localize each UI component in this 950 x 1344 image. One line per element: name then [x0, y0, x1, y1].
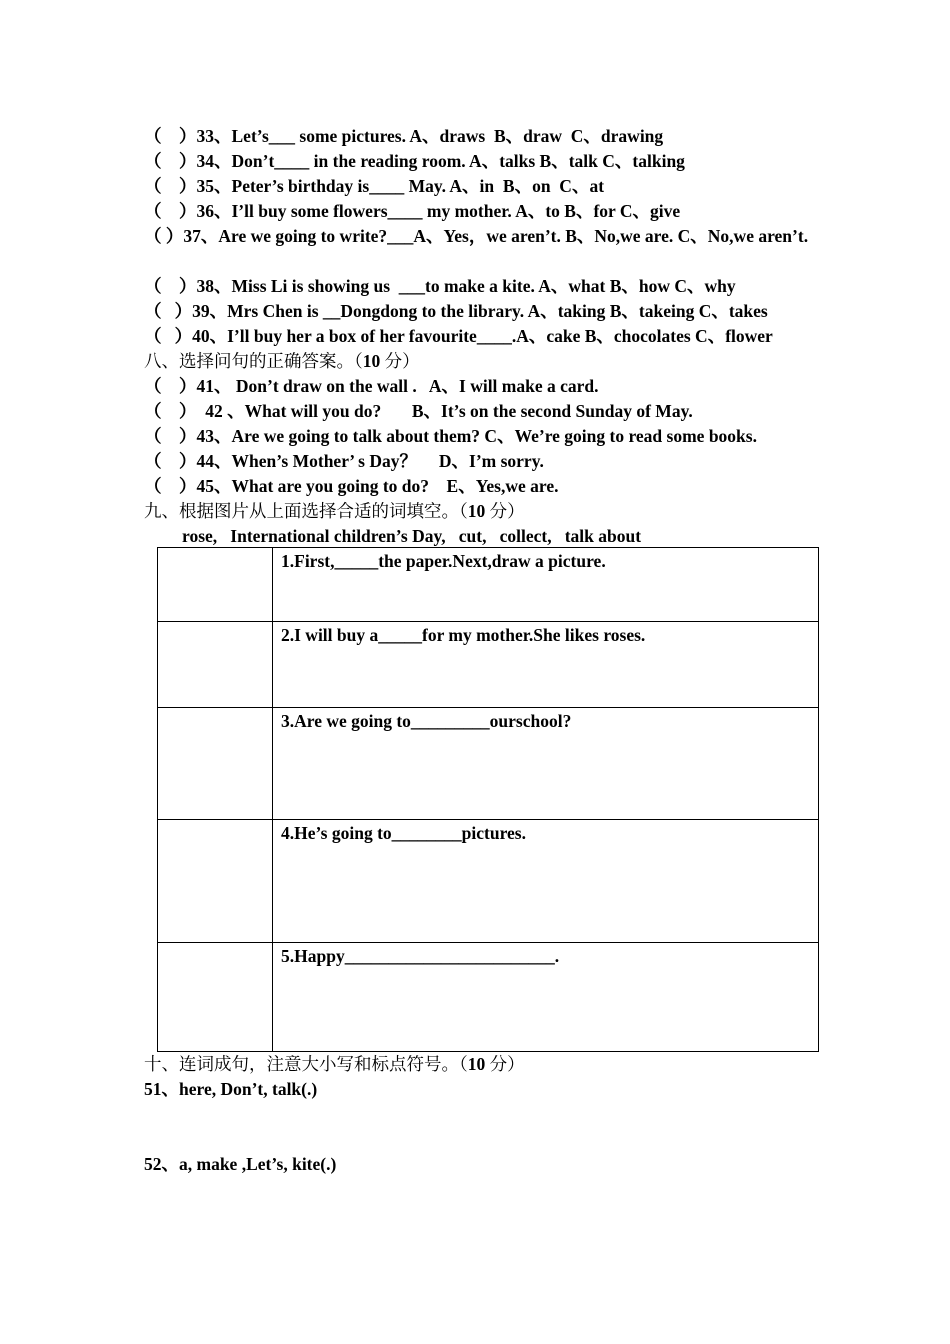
section-10-heading-text: 十、连词成句，注意大小写和标点符号。（ [144, 1054, 468, 1074]
question-42: （ ） 42 、What will you do? B、It’s on the second Sunday of May. [144, 401, 693, 421]
table-row [158, 622, 819, 708]
picture-cell [158, 943, 273, 1052]
question-38: （ ）38、Miss Li is showing us ___to make a kite. A、what B、how C、why [144, 276, 736, 296]
question-41: （ ）41、 Don’t draw on the wall . A、I will make a card. [144, 376, 599, 396]
question-44: （ ）44、When’s Mother’ s Day？ D、I’m sorry. [144, 451, 544, 471]
section-9-heading-text: 九、根据图片从上面选择合适的词填空。（ [144, 501, 468, 521]
section-10-points: 10 [467, 1054, 486, 1074]
question-37: （ ）37、Are we going to write?___A、Yes，we aren’t. B、No,we are. C、No,we aren’t. [144, 226, 809, 246]
picture-cell [158, 708, 273, 820]
question-40: （ ）40、I’ll buy her a box of her favourite____.A、cake B、chocolates C、flower [144, 326, 773, 346]
table-row [158, 820, 819, 943]
section-9-points: 10 [467, 501, 486, 521]
picture-cell [158, 622, 273, 708]
question-35: （ ）35、Peter’s birthday is____ May. A、in B、on C、at [144, 176, 605, 196]
question-36: （ ）36、I’ll buy some flowers____ my mother. A、to B、for C、give [144, 201, 681, 221]
sentence-5: 5.Happy________________________. [273, 943, 819, 1052]
question-52: 52、a, make ,Let’s, kite(.) [144, 1154, 337, 1174]
fill-in-table [157, 547, 819, 1052]
section-10-heading-end: 分） [485, 1054, 525, 1074]
sentence-3: 3.Are we going to_________ourschool? [273, 708, 819, 820]
table-row [158, 708, 819, 820]
sentence-4: 4.He’s going to________pictures. [273, 820, 819, 943]
table-row [158, 943, 819, 1052]
section-9-heading-end: 分） [485, 501, 525, 521]
worksheet-page [144, 124, 824, 549]
question-51: 51、here, Don’t, talk(.) [144, 1079, 318, 1099]
picture-cell [158, 548, 273, 622]
section-8-heading-text: 八、选择问句的正确答案。（ [144, 351, 363, 371]
question-43: （ ）43、Are we going to talk about them? C、We’re going to read some books. [144, 426, 757, 446]
section-10-heading [144, 1052, 824, 1077]
question-33: （ ）33、Let’s___ some pictures. A、draws B、draw C、drawing [144, 126, 664, 146]
question-45: （ ）45、What are you going to do? E、Yes,we are. [144, 476, 559, 496]
table-row [158, 548, 819, 622]
question-39: （ ）39、Mrs Chen is __Dongdong to the library. A、taking B、takeing C、takes [144, 301, 768, 321]
question-34: （ ）34、Don’t____ in the reading room. A、talks B、talk C、talking [144, 151, 685, 171]
section-8-heading-end: 分） [380, 351, 420, 371]
sentence-1: 1.First,_____the paper.Next,draw a picture. [273, 548, 819, 622]
section-8-points: 10 [362, 351, 381, 371]
word-bank: rose, International children’s Day, cut, collect, talk about [182, 526, 642, 546]
picture-cell [158, 820, 273, 943]
section-9-heading [144, 499, 824, 524]
sentence-2: 2.I will buy a_____for my mother.She likes roses. [273, 622, 819, 708]
section-8-heading [144, 349, 824, 374]
